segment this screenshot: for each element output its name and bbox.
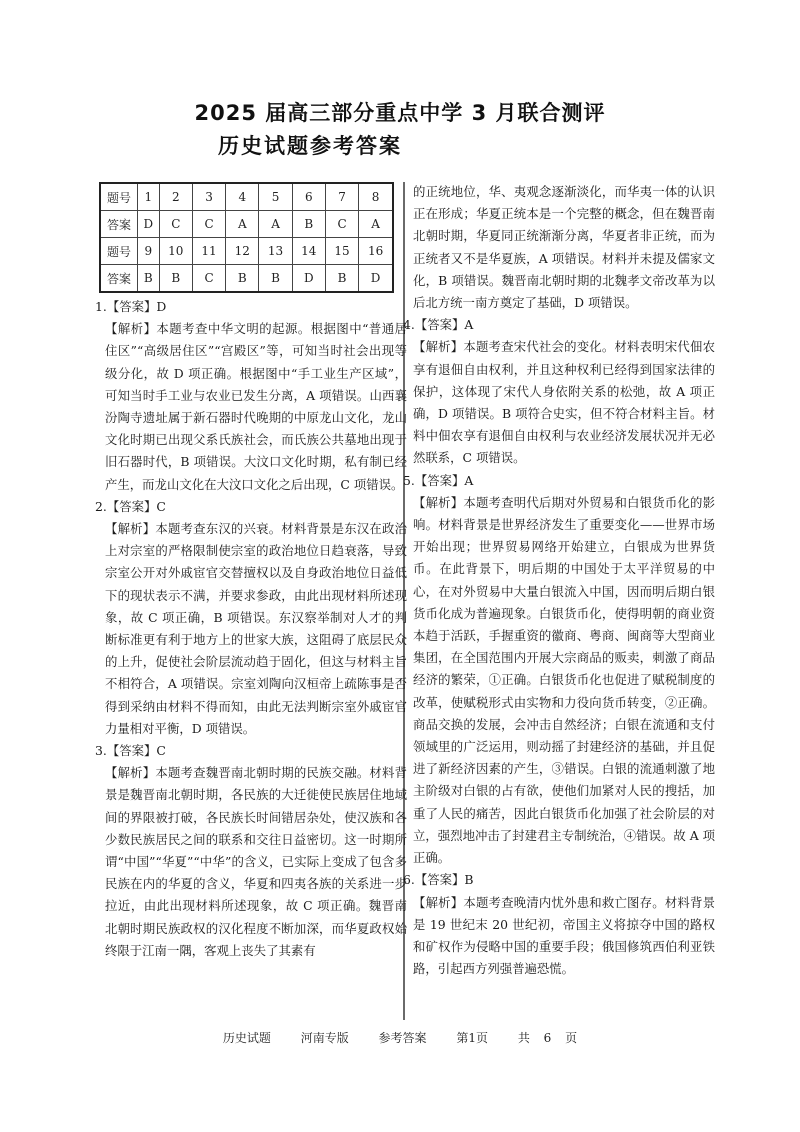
footer-page-number: 第1页 xyxy=(456,1031,489,1045)
question-number-cell: 16 xyxy=(359,238,393,265)
question-3-continued xyxy=(413,181,715,314)
document-subtitle: 历史试题参考答案 xyxy=(218,134,402,158)
analysis-text: 【解析】本题考查东汉的兴衰。材料背景是东汉在政治上对宗室的严格限制使宗室的政治地位日趋衰落，导致宗室公开对外戚宦官交替擅权以及自身政治地位日益低下的现状表示不满，并要求参政，由此出现材料所述现象，故 C 项正确，B 项错误。东汉察举制对人才的判断标准更有利于地方上的世家大族，这阻碍了底层民众的上升，促使社会阶层流动趋于固化，但这与材料主旨不相符合，A 项错误。宗室刘陶向汉桓帝上疏陈事是否得到采纳由材料不得而知，由此无法判断宗室外戚宦官力量相对平衡，D 项错误。 xyxy=(105,521,407,736)
answer-cell: B xyxy=(138,265,160,293)
analysis-text: 【解析】本题考查明代后期对外贸易和白银货币化的影响。材料背景是世界经济发生了重要变化——世界市场开始出现；世界贸易网络开始建立，白银成为世界货币。在此背景下，明后期的中国处于太平洋贸易的中心，在对外贸易中大量白银流入中国，因而明后期白银货币化成为普遍现象。白银货币化，使得明朝的商业资本趋于活跃，手握重资的徽商、粤商、闽商等大型商业集团，在全国范围内开展大宗商品的贩卖，刺激了商品经济的繁荣，①正确。白银货币化也促进了赋税制度的改革，使赋税形式由实物和力役向货币转变，②正确。商品交换的发展，会冲击自然经济；白银在流通和支付领域里的广泛运用，则动摇了封建经济的基础，并且促进了新经济因素的产生，③错误。白银的流通刺激了地主阶级对白银的占有欲，使他们加紧对人民的搜括，加重了人民的痛苦，因此白银货币化加强了社会阶层的对立，强烈地冲击了封建君主专制统治，④错误。故 A 项正确。 xyxy=(413,494,715,866)
answer-cell: A xyxy=(359,211,393,238)
exam-title: 2025 届高三部分重点中学 3 月联合测评 xyxy=(194,101,606,125)
question-number-cell: 15 xyxy=(325,238,358,265)
answer-cell: C xyxy=(192,211,225,238)
question-6 xyxy=(403,869,715,980)
row-label: 题号 xyxy=(100,238,138,265)
footer-edition: 河南专版 xyxy=(300,1031,349,1045)
answer-cell: C xyxy=(192,265,225,293)
answer-cell: D xyxy=(138,211,160,238)
row-label: 答案 xyxy=(100,211,138,238)
answer-cell: B xyxy=(259,265,292,293)
footer-total-pages: 共 6 页 xyxy=(517,1031,578,1045)
answer-line: 6.【答案】B xyxy=(403,872,474,888)
answer-cell: B xyxy=(292,211,325,238)
question-1 xyxy=(95,296,407,496)
analysis-text: 【解析】本题考查宋代社会的变化。材料表明宋代佃农享有退佃自由权利，并且这种权利已经得到国家法律的保护，这体现了宋代人身依附关系的松弛，故 A 项正确，D 项错误。B 项符合史实，但不符合材料主旨。材料中佃农享有退佃自由权利与农业经济发展状况并无必然联系，C 项错误。 xyxy=(413,339,715,466)
question-number-cell: 5 xyxy=(259,183,292,211)
answer-cell: B xyxy=(226,265,259,293)
answer-cell: C xyxy=(159,211,192,238)
answer-cell: B xyxy=(159,265,192,293)
row-label: 答案 xyxy=(100,265,138,293)
page-footer xyxy=(0,1029,800,1046)
question-number-cell: 8 xyxy=(359,183,393,211)
question-number-cell: 3 xyxy=(192,183,225,211)
analysis-text: 【解析】本题考查魏晋南北朝时期的民族交融。材料背景是魏晋南北朝时期，各民族的大迁徙使民族居住地域间的界限被打破，各民族长时间错居杂处，使汉族和各少数民族居民之间的联系和交往日益密切。这一时期所谓“中国”“华夏”“中华”的含义，已实际上变成了包含多民族在内的华夏的含义，华夏和四夷各族的关系进一步拉近，由此出现材料所述现象，故 C 项正确。魏晋南北朝时期民族政权的汉化程度不断加深，而华夏政权始终限于江南一隅，客观上丧失了其素有 xyxy=(105,765,407,958)
row-label: 题号 xyxy=(100,183,138,211)
answer-row xyxy=(100,211,393,238)
answer-cell: A xyxy=(259,211,292,238)
answer-line: 4.【答案】A xyxy=(403,317,474,333)
question-number-cell: 4 xyxy=(226,183,259,211)
question-number-cell: 11 xyxy=(192,238,225,265)
answer-line: 2.【答案】C xyxy=(95,498,166,514)
question-number-cell: 9 xyxy=(138,238,160,265)
footer-doc-type: 参考答案 xyxy=(378,1031,427,1045)
answer-cell: C xyxy=(325,211,358,238)
question-5 xyxy=(403,470,715,870)
question-number-cell: 13 xyxy=(259,238,292,265)
question-number-cell: 7 xyxy=(325,183,358,211)
answer-line: 3.【答案】C xyxy=(95,743,166,759)
question-number-cell: 12 xyxy=(226,238,259,265)
question-3 xyxy=(95,740,407,962)
question-number-cell: 10 xyxy=(159,238,192,265)
question-number-row xyxy=(100,183,393,211)
question-2 xyxy=(95,496,407,740)
question-number-cell: 1 xyxy=(138,183,160,211)
question-number-cell: 2 xyxy=(159,183,192,211)
answer-line: 1.【答案】D xyxy=(95,299,167,314)
answer-line: 5.【答案】A xyxy=(403,472,474,488)
question-4 xyxy=(403,314,715,469)
footer-subject: 历史试题 xyxy=(222,1031,271,1045)
right-column xyxy=(403,181,715,980)
answer-row xyxy=(100,265,393,293)
left-column xyxy=(95,296,407,962)
analysis-text-continued: 的正统地位，华、夷观念逐渐淡化，而华夷一体的认识正在形成；华夏正统本是一个完整的概念，但在魏晋南北朝时期，华夏同正统渐渐分离，华夏者非正统，而为正统者又不是华夏族，A 项错误。材料并未提及儒家文化，B 项错误。魏晋南北朝时期的北魏孝文帝改革为以后北方统一南方奠定了基础，D 项错误。 xyxy=(413,184,715,311)
analysis-text: 【解析】本题考查中华文明的起源。根据图中“普通居住区”“高级居住区”“宫殿区”等，可知当时社会出现等级分化，故 D 项正确。根据图中“手工业生产区域”，可知当时手工业与农业已发生分离，A 项错误。山西襄汾陶寺遗址属于新石器时代晚期的中原龙山文化，龙山文化时期已出现父系氏族社会，而氏族公共墓地出现于旧石器时代，B 项错误。大汶口文化时期，私有制已经产生，而龙山文化在大汶口文化之后出现，C 项错误。 xyxy=(105,321,407,492)
answer-cell: D xyxy=(292,265,325,293)
answer-cell: A xyxy=(226,211,259,238)
question-number-cell: 6 xyxy=(292,183,325,211)
question-number-row xyxy=(100,238,393,265)
answer-cell: B xyxy=(325,265,358,293)
answer-cell: D xyxy=(359,265,393,293)
question-number-cell: 14 xyxy=(292,238,325,265)
answer-key-table xyxy=(99,182,394,293)
analysis-text: 【解析】本题考查晚清内忧外患和救亡图存。材料背景是 19 世纪末 20 世纪初，帝国主义将掠夺中国的路权和矿权作为侵略中国的重要手段；俄国修筑西伯利亚铁路，引起西方列强普遍恐慌。 xyxy=(413,894,715,977)
